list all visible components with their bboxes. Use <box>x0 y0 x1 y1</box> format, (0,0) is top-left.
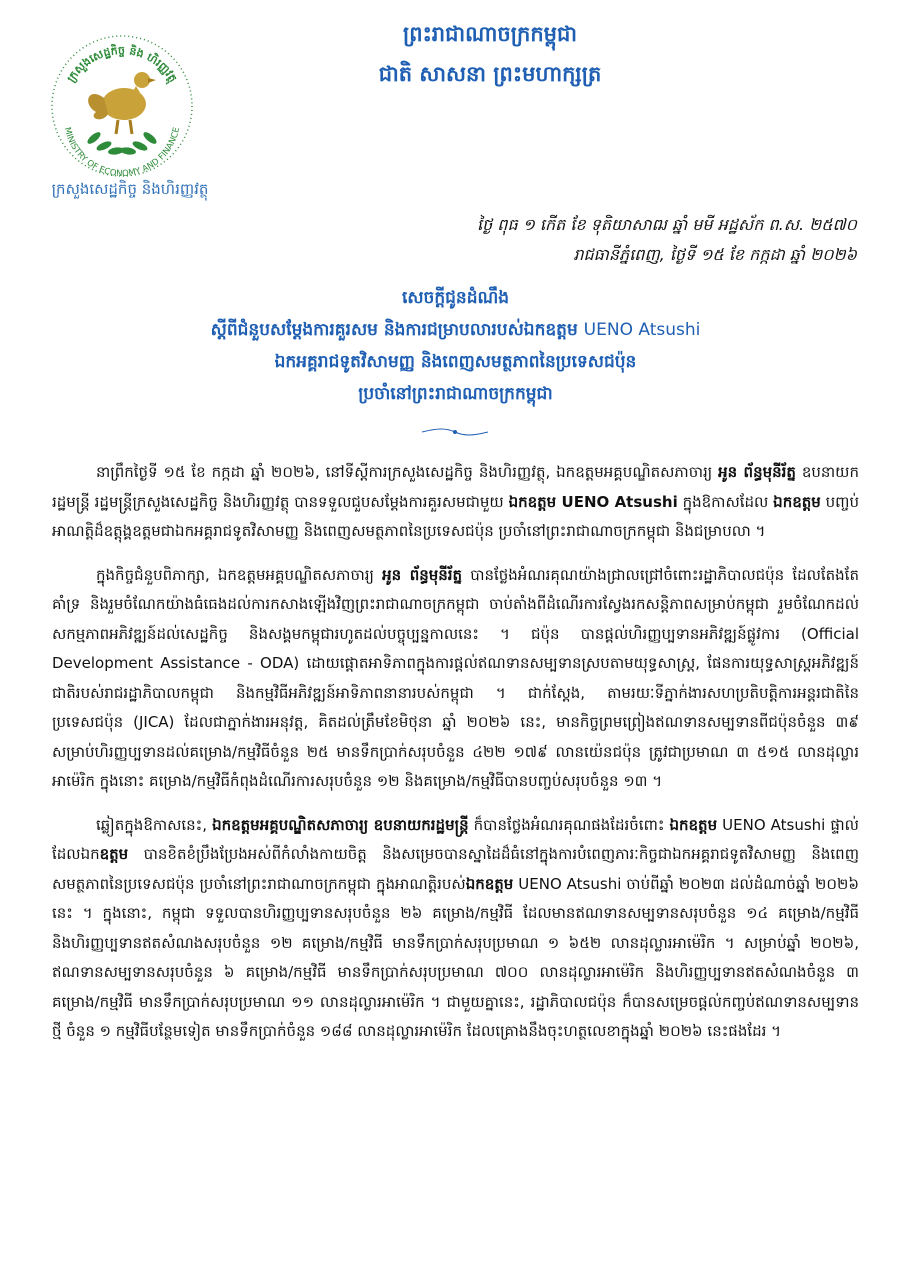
svg-text:MINISTRY OF ECONOMY AND FINANC <box>62 126 182 179</box>
p3-text-g: បានខិតខំប្រឹងប្រែងអស់ពីកំលាំងកាយចិត្ត និងសម្រេចបានស្នាដៃដ៏ធំនៅក្នុងការបំពេញភារៈកិច្ចជាឯកអគ្គរាជទូតវិសាមញ្ញ និងពេញសមត្ថភាពនៃប្រទេសជប៉ុន ប្រចាំនៅព្រះរាជាណាចក្រកម្ពុជា ក្នុងអាណត្តិរបស់ <box>52 845 859 893</box>
p1-bold-ambassador: ឯកឧត្តម UENO Atsushi <box>508 492 678 511</box>
paragraph-2 <box>52 561 859 797</box>
p2-text-a: ក្នុងកិច្ចជំនួបពិភាក្សា, ឯកឧត្តមអគ្គបណ្ឌិតសភាចារ្យ <box>96 565 374 584</box>
title-ornament-divider <box>420 426 490 438</box>
paragraph-1 <box>52 458 859 547</box>
title-line-2 <box>0 314 911 346</box>
p3-text-i: UENO Atsushi ចាប់ពីឆ្នាំ ២០២៣ ដល់ដំណាច់ឆ្នាំ ២០២៦ នេះ ។ ក្នុងនោះ, កម្ពុជា ទទួលបានហិរញ្ញប្បទានសរុបចំនួន ២៦ គម្រោង/កម្មវិធី ដែលមានឥណទានសម្បទានសរុបចំនួន ១៤ គម្រោង/កម្មវិធី និងហិរញ្ញប្បទានឥតសំណងសរុបចំនួន ១២ គម្រោង/កម្មវិធី មានទឹកប្រាក់សរុបប្រមាណ ១ ៦៥២ លានដុល្លារអាម៉េរិក ។ សម្រាប់ឆ្នាំ ២០២៦, ឥណទានសម្បទានសរុបចំនួន ៦ គម្រោង/កម្មវិធី មានទឹកប្រាក់សរុបប្រមាណ ៧០០ លានដុល្លារអាម៉េរិក និងហិរញ្ញប្បទានឥតសំណងចំនួន ៣ គម្រោង/កម្មវិធី មានទឹកប្រាក់សរុបប្រមាណ ១១ លានដុល្លារអាម៉េរិក ។ ជាមួយគ្នានេះ, រដ្ឋាភិបាលជប៉ុន ក៏បានសម្រេចផ្តល់កញ្ចប់ឥណទានសម្បទានថ្មី ចំនួន ១ កម្មវិធីបន្ថែមទៀត មានទឹកប្រាក់ចំនួន ១៨៨ លានដុល្លារអាម៉េរិក ដែលគ្រោងនឹងចុះហត្ថលេខាក្នុងឆ្នាំ ២០២៦ នេះផងដែរ ។ <box>52 874 859 1040</box>
solar-date: រាជធានីភ្នំពេញ, ថ្ងៃទី ១៥ ខែ កក្កដា ឆ្នាំ ២០២៦ <box>573 245 857 264</box>
title-line-3: ឯកអគ្គរាជទូតវិសាមញ្ញ និងពេញសមត្ថភាពនៃប្រទេសជប៉ុន <box>274 352 637 372</box>
title-line-1: សេចក្តីជូនដំណឹង <box>401 288 510 308</box>
title-line-2-khmer: ស្តីពីជំនួបសម្តែងការគួរសម និងការជម្រាបលារបស់ឯកឧត្តម <box>210 320 578 340</box>
p1-text-c: ឧបនាយករដ្ឋមន្ត្រី រដ្ឋមន្ត្រីក្រសួងសេដ្ឋកិច្ច និងហិរញ្ញវត្ថុ បានទទួលជួបសម្តែងការគួរសមជាមួយ <box>52 463 859 511</box>
p3-text-c: ក៏បានថ្លែងអំណរគុណផងដែរចំពោះ <box>473 815 665 834</box>
p3-bold-title-3: ឯកឧត្តម <box>465 874 514 893</box>
logo-ring-khmer-text: ក្រសួងសេដ្ឋកិច្ច និង ហិរញ្ញវត្ថុ <box>64 43 180 85</box>
logo-ring-english-text: MINISTRY OF ECONOMY AND FINANCE <box>61 126 183 180</box>
p3-text-e: UENO Atsushi ផ្ទាល់ ដែលឯក <box>52 815 859 863</box>
p1-text-g: បញ្ចប់អាណត្តិដ៏ឧត្តុង្គឧត្តមជាឯកអគ្គរាជទូតវិសាមញ្ញ និងពេញសមត្ថភាពនៃប្រទេសជប៉ុន ប្រចាំនៅព្រះរាជាណាចក្រកម្ពុជា និងជម្រាបលា ។ <box>52 492 859 540</box>
kingdom-name: ព្រះរាជាណាចក្រកម្ពុជា <box>402 22 577 46</box>
date-block <box>477 210 857 270</box>
document-title <box>0 282 911 410</box>
p1-text-a: នាព្រឹកថ្ងៃទី ១៥ ខែ កក្កដា ឆ្នាំ ២០២៦, នៅទីស្តីការក្រសួងសេដ្ឋកិច្ច និងហិរញ្ញវត្ថុ, ឯកឧត្តមអគ្គបណ្ឌិតសភាចារ្យ <box>96 463 713 481</box>
golden-bird-icon <box>88 72 156 134</box>
p1-bold-name: អូន ព័ន្ធមុនីរ័ត្ន <box>718 463 796 481</box>
ministry-logo <box>44 26 200 182</box>
title-line-4: ប្រចាំនៅព្រះរាជាណាចក្រកម្ពុជា <box>358 384 553 404</box>
p3-bold-minister: ឯកឧត្តមអគ្គបណ្ឌិតសភាចារ្យ ឧបនាយករដ្ឋមន្ត្រី <box>212 815 469 834</box>
paragraph-3 <box>52 811 859 1047</box>
p3-bold-title-2: ឧត្តម <box>99 845 129 863</box>
laurel-wreath-icon <box>86 130 159 155</box>
document-body <box>52 458 859 1061</box>
ministry-name-caption: ក្រសួងសេដ្ឋកិច្ច និងហិរញ្ញវត្ថុ <box>51 180 209 198</box>
lunar-date: ថ្ងៃ ពុធ ១ កើត ខែ ទុតិយាសាឍ ឆ្នាំ មមី អដ្ឋស័ក ព.ស. ២៥៧០ <box>476 215 857 234</box>
title-line-2-latin: UENO Atsushi <box>583 320 701 340</box>
p1-bold-title: ឯកឧត្តម <box>773 492 821 511</box>
national-motto: ជាតិ សាសនា ព្រះមហាក្សត្រ <box>378 62 602 86</box>
p3-bold-title: ឯកឧត្តម <box>669 815 718 834</box>
p1-text-e: ក្នុងឱកាសដែល <box>682 492 769 511</box>
p2-text-c: បានថ្លែងអំណរគុណយ៉ាងជ្រាលជ្រៅចំពោះរដ្ឋាភិបាលជប៉ុន ដែលតែងតែគាំទ្រ និងរួមចំណែកយ៉ាងធំធេងដល់ការកសាងឡើងវិញព្រះរាជាណាចក្រកម្ពុជា ចាប់តាំងពីដំណើរការស្វែងរកសន្តិភាពសម្រាប់កម្ពុជា រួមចំណែកដល់សកម្មភាពអភិវឌ្ឍន៍ដល់សេដ្ឋកិច្ច និងសង្គមកម្ពុជារហូតដល់បច្ចុប្បន្នកាលនេះ ។ ជប៉ុន បានផ្តល់ហិរញ្ញប្បទានអភិវឌ្ឍន៍ផ្លូវការ (Official Development Assistance - ODA) ដោយផ្តោតអាទិភាពក្នុងការផ្តល់ឥណទានសម្បទានស្របតាមយុទ្ធសាស្ត្រ, ផែនការយុទ្ធសាស្ត្រអភិវឌ្ឍន៍ជាតិរបស់រាជរដ្ឋាភិបាលកម្ពុជា និងកម្មវិធីអភិវឌ្ឍន៍អាទិភាពនានារបស់កម្ពុជា ។ ជាក់ស្តែង, តាមរយៈទីភ្នាក់ងារសហប្រតិបត្តិការអន្តរជាតិនៃប្រទេសជប៉ុន (JICA) ដែលជាភ្នាក់ងារអនុវត្ត, គិតដល់ត្រឹមខែមិថុនា ឆ្នាំ ២០២៦ នេះ, មានកិច្ចព្រមព្រៀងឥណទានសម្បទានពីជប៉ុនចំនួន ៣៩ សម្រាប់ហិរញ្ញប្បទានដល់គម្រោង/កម្មវិធីចំនួន ២៥ មានទឹកប្រាក់សរុបចំនួន ៤២២ ១៧៩ លានយ៉េនជប៉ុន ត្រូវជាប្រមាណ ៣ ៥១៥ លានដុល្លារអាម៉េរិក ក្នុងនោះ គម្រោង/កម្មវិធីកំពុងដំណើរការសរុបចំនួន ១២ និងគម្រោង/កម្មវិធីបានបញ្ចប់សរុបចំនួន ១៣ ។ <box>52 565 859 790</box>
p2-bold-name: អូន ព័ន្ធមុនីរ័ត្ន <box>382 565 463 584</box>
kingdom-header <box>300 14 680 94</box>
p3-text-a: ឆ្លៀតក្នុងឱកាសនេះ, <box>96 815 208 834</box>
